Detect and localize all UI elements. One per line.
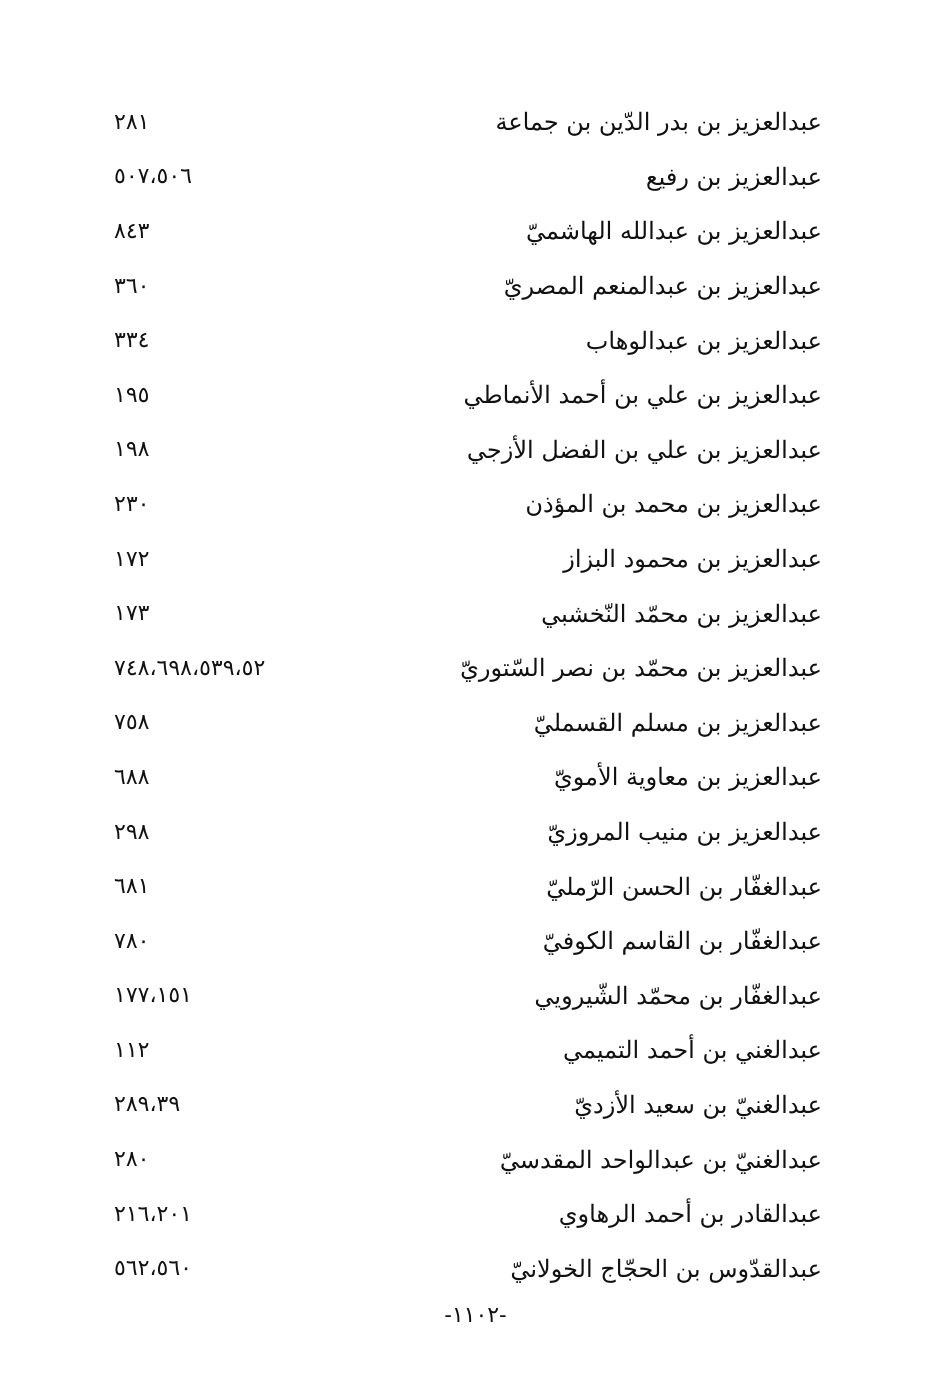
entry-name: عبدالعزيز بن علي بن الفضل الأزجي [466,435,822,464]
entry-page-refs: ١٩٥ [114,382,150,408]
entry-page-refs: ١٧٧،١٥١ [114,983,192,1009]
entry-page-refs: ٥٦٢،٥٦٠ [114,1256,192,1282]
index-entry [100,1078,822,1133]
name-index-list [100,95,822,1296]
index-entry [100,313,822,368]
entry-name: عبدالعزيز بن معاوية الأمويّ [554,763,822,792]
index-entry [100,532,822,587]
entry-name: عبدالغنيّ بن سعيد الأزديّ [574,1090,822,1119]
entry-name: عبدالعزيز بن عبدالله الهاشميّ [525,217,822,246]
index-entry [100,368,822,423]
entry-page-refs: ٣٣٤ [114,328,150,354]
entry-name: عبدالغفّار بن محمّد الشّيرويي [534,981,822,1010]
index-entry [100,969,822,1024]
entry-page-refs: ٧٤٨،٦٩٨،٥٣٩،٥٢ [114,655,266,681]
entry-name: عبدالعزيز بن منيب المروزيّ [547,818,822,847]
entry-name: عبدالغفّار بن القاسم الكوفيّ [542,927,822,956]
index-entry [100,150,822,205]
entry-name: عبدالغفّار بن الحسن الرّمليّ [546,872,822,901]
entry-page-refs: ٥٠٧،٥٠٦ [114,164,192,190]
entry-page-refs: ١٧٢ [114,546,150,572]
entry-name: عبدالغنيّ بن عبدالواحد المقدسيّ [499,1145,822,1174]
entry-page-refs: ٨٤٣ [114,218,150,244]
index-entry [100,1132,822,1187]
entry-name: عبدالعزيز بن مسلم القسمليّ [533,708,822,737]
entry-page-refs: ٣٦٠ [114,273,150,299]
index-entry [100,423,822,478]
entry-name: عبدالعزيز بن محمّد النّخشبي [541,599,822,628]
entry-page-refs: ٦٨١ [114,874,150,900]
index-entry [100,1241,822,1296]
index-entry [100,259,822,314]
entry-name: عبدالعزيز بن محمّد بن نصر السّتوريّ [460,654,822,683]
entry-name: عبدالعزيز بن بدر الدّين بن جماعة [495,108,822,137]
index-entry [100,204,822,259]
entry-page-refs: ٧٨٠ [114,928,150,954]
index-entry [100,805,822,860]
index-entry [100,1023,822,1078]
entry-page-refs: ٢٨١ [114,109,150,135]
entry-page-refs: ٢١٦،٢٠١ [114,1201,192,1227]
entry-name: عبدالقادر بن أحمد الرهاوي [558,1200,822,1229]
entry-page-refs: ١١٢ [114,1037,150,1063]
entry-name: عبدالعزيز بن عبدالمنعم المصريّ [503,272,822,301]
entry-page-refs: ٢٨٠ [114,1147,150,1173]
index-entry [100,477,822,532]
entry-name: عبدالغني بن أحمد التميمي [563,1036,822,1065]
index-entry [100,859,822,914]
entry-name: عبدالعزيز بن علي بن أحمد الأنماطي [463,381,822,410]
index-entry [100,696,822,751]
index-entry [100,914,822,969]
entry-page-refs: ٢٨٩،٣٩ [114,1092,181,1118]
index-entry [100,1187,822,1242]
entry-page-refs: ٢٩٨ [114,819,150,845]
entry-name: عبدالعزيز بن محمود البزاز [563,545,822,574]
index-entry [100,586,822,641]
entry-name: عبدالعزيز بن محمد بن المؤذن [525,490,822,519]
entry-page-refs: ٧٥٨ [114,710,150,736]
entry-page-refs: ١٧٣ [114,601,150,627]
entry-name: عبدالعزيز بن رفيع [645,162,822,191]
entry-page-refs: ٦٨٨ [114,764,150,790]
index-entry [100,95,822,150]
entry-name: عبدالعزيز بن عبدالوهاب [585,326,822,355]
entry-page-refs: ٢٣٠ [114,491,150,517]
index-entry [100,641,822,696]
index-entry [100,750,822,805]
page-number: -١١٠٢- [444,1303,507,1328]
entry-page-refs: ١٩٨ [114,437,150,463]
entry-name: عبدالقدّوس بن الحجّاج الخولانيّ [510,1254,822,1283]
